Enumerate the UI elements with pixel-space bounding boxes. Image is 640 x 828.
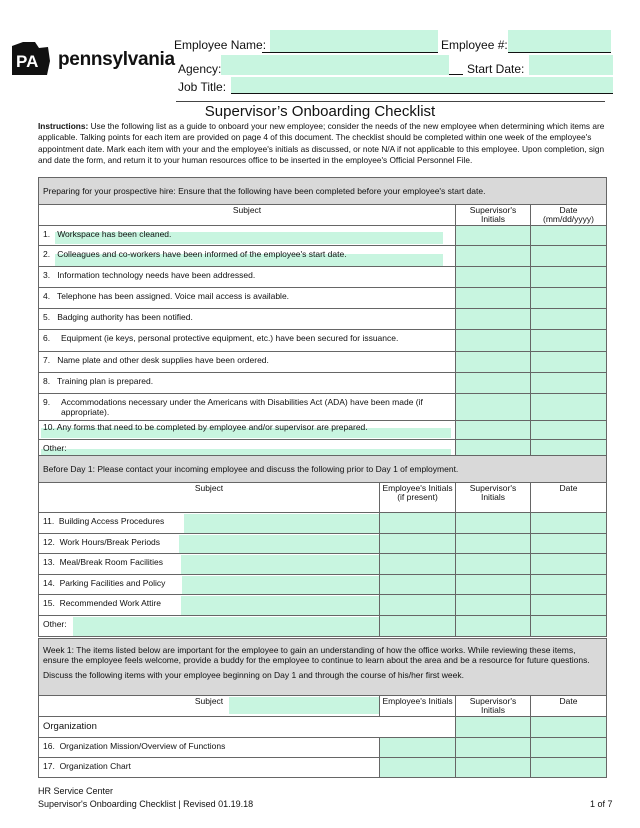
supervisor-initials-input[interactable] [456, 554, 531, 575]
item-text: Meal/Break Room Facilities [59, 557, 164, 567]
date-input[interactable] [531, 288, 607, 309]
employee-initials-input[interactable] [380, 513, 456, 534]
item-text: Recommended Work Attire [59, 598, 161, 608]
date-input[interactable] [531, 394, 607, 421]
date-input[interactable] [531, 595, 607, 616]
section2-table [38, 455, 607, 637]
item-text: Building Access Procedures [58, 516, 165, 526]
supervisor-initials-input[interactable] [456, 717, 531, 738]
section1-initials-header: Supervisor's Initials [456, 205, 531, 226]
employee-initials-input[interactable] [380, 534, 456, 554]
section2-emp-initials-header: Employee's Initials (if present) [380, 483, 456, 513]
job-title-label: Job Title: [178, 80, 227, 94]
table-row: 16. Organization Mission/Overview of Functions [39, 738, 607, 758]
supervisor-initials-input[interactable] [456, 288, 531, 309]
employee-initials-input[interactable] [380, 758, 456, 778]
item-text: Workspace has been cleaned. [57, 229, 172, 239]
header-divider [176, 101, 605, 102]
supervisor-initials-input[interactable] [456, 738, 531, 758]
section3-date-header: Date [531, 696, 607, 717]
footer-document: Supervisor's Onboarding Checklist | Revised 01.19.18 [38, 799, 254, 809]
organization-group-label: Organization [39, 717, 456, 738]
date-input[interactable] [531, 226, 607, 246]
employee-name-label: Employee Name: [174, 38, 267, 52]
date-input[interactable] [531, 513, 607, 534]
item-text: Information technology needs have been addressed. [57, 270, 256, 280]
instructions-text: Use the following list as a guide to onboard your new employee; consider the needs of the new employee when determining which items are applicable. Talking points for each item are provided on page 4 of this document. The checklist should be completed within one week of the employee's appointment date. Mark each item with your and the employee's initials as discussed, or note N/A if not applicable to this employee. Upon completion, sign and date the form, and return it to your human resources office to be inserted in the employee's Official Personnel File. [38, 121, 605, 165]
employee-number-field[interactable] [508, 30, 611, 52]
date-input[interactable] [531, 352, 607, 373]
supervisor-initials-input[interactable] [456, 330, 531, 352]
date-input[interactable] [531, 373, 607, 394]
section2-heading: Before Day 1: Please contact your incoming employee and discuss the following prior to Day 1 of employment. [39, 456, 607, 483]
date-input[interactable] [531, 330, 607, 352]
agency-label: Agency: [178, 62, 222, 76]
table-row: 9. Accommodations necessary under the Americans with Disabilities Act (ADA) have been made (if appropriate). [39, 394, 607, 421]
supervisor-initials-input[interactable] [456, 595, 531, 616]
table-row: 12. Work Hours/Break Periods [39, 534, 607, 554]
supervisor-initials-input[interactable] [456, 575, 531, 595]
logo-mark-text: PA [16, 52, 39, 71]
item-text: Training plan is prepared. [57, 376, 154, 386]
item-text: Badging authority has been notified. [57, 312, 193, 322]
date-input[interactable] [531, 616, 607, 637]
supervisor-initials-input[interactable] [456, 373, 531, 394]
employee-initials-input[interactable] [380, 738, 456, 758]
employee-number-label: Employee #: [441, 38, 508, 52]
date-input[interactable] [531, 421, 607, 440]
table-row: 11. Building Access Procedures [39, 513, 607, 534]
date-input[interactable] [531, 309, 607, 330]
other-label: Other: [43, 443, 67, 453]
section2-date-header: Date [531, 483, 607, 513]
supervisor-initials-input[interactable] [456, 267, 531, 288]
section3-emp-initials-header: Employee's Initials [380, 696, 456, 717]
table-row: 6. Equipment (ie keys, personal protective equipment, etc.) have been secured for issuance. [39, 330, 607, 352]
pa-logo-mark [9, 42, 51, 80]
section1-heading: Preparing for your prospective hire: Ensure that the following have been completed before your employee's start date. [39, 178, 607, 205]
table-row [39, 616, 607, 637]
item-text: Parking Facilities and Policy [59, 578, 166, 588]
table-row: 3. Information technology needs have been addressed. [39, 267, 607, 288]
supervisor-initials-input[interactable] [456, 352, 531, 373]
table-row: 5. Badging authority has been notified. [39, 309, 607, 330]
table-row: 14. Parking Facilities and Policy [39, 575, 607, 595]
supervisor-initials-input[interactable] [456, 309, 531, 330]
table-row: 13. Meal/Break Room Facilities [39, 554, 607, 575]
footer-page-number: 1 of 7 [590, 799, 613, 809]
item-text: Telephone has been assigned. Voice mail access is available. [57, 291, 290, 301]
date-input[interactable] [531, 554, 607, 575]
employee-initials-input[interactable] [380, 595, 456, 616]
agency-field[interactable] [221, 55, 449, 75]
item-text: Work Hours/Break Periods [59, 537, 161, 547]
table-row: 8. Training plan is prepared. [39, 373, 607, 394]
date-input[interactable] [531, 246, 607, 267]
supervisor-initials-input[interactable] [456, 513, 531, 534]
job-title-field[interactable] [231, 77, 613, 93]
other-label: Other: [43, 619, 67, 629]
section2-subject-header: Subject [39, 483, 380, 513]
table-row: 4. Telephone has been assigned. Voice mail access is available. [39, 288, 607, 309]
page-title: Supervisor’s Onboarding Checklist [204, 103, 436, 120]
item-text: Any forms that need to be completed by employee and/or supervisor are prepared. [56, 422, 368, 432]
logo-wordmark: pennsylvania [58, 49, 175, 70]
footer-department: HR Service Center [38, 786, 114, 796]
item-text: Organization Mission/Overview of Functions [59, 741, 226, 751]
instructions-label: Instructions: [38, 121, 89, 131]
supervisor-initials-input[interactable] [456, 394, 531, 421]
table-row: 10. Any forms that need to be completed by employee and/or supervisor are prepared. [39, 421, 607, 440]
date-input[interactable] [531, 758, 607, 778]
section1-subject-header: Subject [39, 205, 456, 226]
section1-date-header: Date (mm/dd/yyyy) [531, 205, 607, 226]
table-row: 2. Colleagues and co-workers have been informed of the employee's start date. [39, 246, 607, 267]
item-text: Colleagues and co-workers have been informed of the employee's start date. [57, 249, 347, 259]
section3-sup-initials-header: Supervisor's Initials [456, 696, 531, 717]
supervisor-initials-input[interactable] [456, 421, 531, 440]
supervisor-initials-input[interactable] [456, 534, 531, 554]
item-text: Organization Chart [59, 761, 131, 771]
date-input[interactable] [531, 717, 607, 738]
section1-table [38, 177, 607, 461]
date-input[interactable] [531, 738, 607, 758]
table-row: 7. Name plate and other desk supplies have been ordered. [39, 352, 607, 373]
supervisor-initials-input[interactable] [456, 246, 531, 267]
supervisor-initials-input[interactable] [456, 226, 531, 246]
supervisor-initials-input[interactable] [456, 616, 531, 637]
table-row: 15. Recommended Work Attire [39, 595, 607, 616]
item-text: Accommodations necessary under the Americans with Disabilities Act (ADA) have been made (if appropriate). [61, 397, 423, 417]
section3-subject-header: Subject [39, 696, 380, 717]
section2-sup-initials-header: Supervisor's Initials [456, 483, 531, 513]
table-row: 1. Workspace has been cleaned. [39, 226, 607, 246]
employee-initials-input[interactable] [380, 575, 456, 595]
start-date-label: Start Date: [467, 62, 525, 76]
item-text: Name plate and other desk supplies have been ordered. [57, 355, 269, 365]
date-input[interactable] [531, 575, 607, 595]
employee-initials-input[interactable] [380, 554, 456, 575]
date-input[interactable] [531, 534, 607, 554]
instructions [38, 121, 606, 166]
item-text: Equipment (ie keys, personal protective equipment, etc.) have been secured for issuance. [61, 333, 399, 343]
section3-heading: Week 1: The items listed below are important for the employee to gain an understanding of how the office works. While reviewing these items, ensure the employee feels welcome, provide a buddy for the employee to continue to learn about the area and be a resource for future questions. Discuss the following items with your employee beginning on Day 1 and through the course of his/her first week. [39, 639, 607, 696]
employee-initials-input[interactable] [380, 616, 456, 637]
supervisor-initials-input[interactable] [456, 758, 531, 778]
start-date-field[interactable] [529, 55, 613, 75]
table-row: 17. Organization Chart [39, 758, 607, 778]
section3-table [38, 638, 607, 778]
date-input[interactable] [531, 267, 607, 288]
employee-name-field[interactable] [270, 30, 438, 52]
